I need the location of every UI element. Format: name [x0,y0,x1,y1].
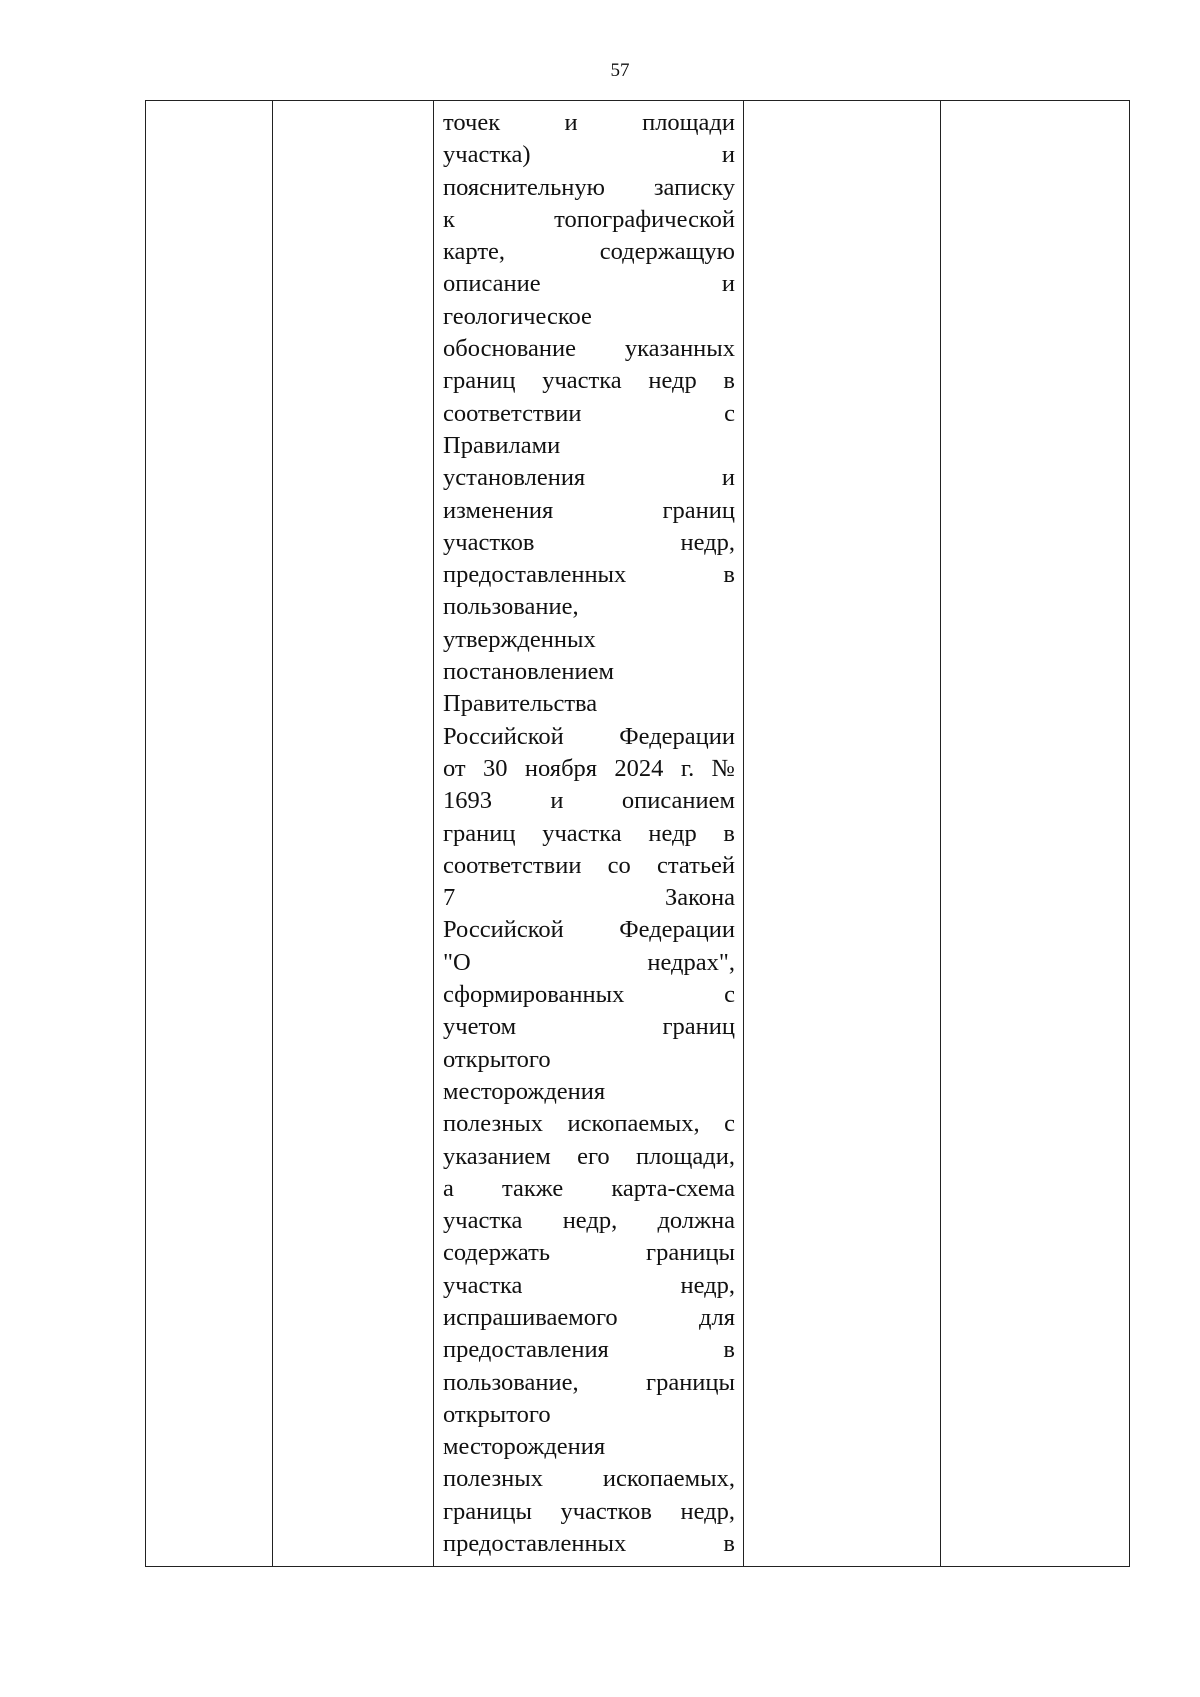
text-line: указанием его площади, [443,1142,735,1170]
text-line: пользование, [443,593,579,621]
text-line: соответствии с [443,399,735,427]
document-table [145,100,1130,1567]
column-divider-4 [940,101,941,1566]
text-line: соответствии со статьей [443,851,735,879]
text-line: участка) и [443,141,735,169]
text-line: месторождения [443,1077,606,1105]
text-line: пояснительную записку [443,173,735,201]
text-line: участков недр, [443,528,735,556]
text-line: участка недр, должна [443,1207,735,1235]
text-line: сформированных с [443,981,735,1009]
text-line: изменения границ [443,496,735,524]
page-number: 57 [610,60,630,81]
text-line: утвержденных [443,625,596,653]
text-line: Российской Федерации [443,916,735,944]
text-line: границ участка недр в [443,367,735,395]
text-line: полезных ископаемых, [443,1465,735,1493]
text-line: предоставленных в [443,561,735,589]
text-line: карте, содержащую [443,238,735,266]
text-line: границы участков недр, [443,1497,735,1525]
text-line: месторождения [443,1433,606,1461]
text-line: геологическое [443,302,592,330]
text-line: точек и площади [443,109,735,136]
column-divider-2 [433,101,434,1566]
column-divider-3 [743,101,744,1566]
text-line: Российской Федерации [443,722,735,750]
text-line: от 30 ноября 2024 г. № [443,754,735,782]
text-line: содержать границы [443,1239,735,1267]
text-line: предоставления в [443,1336,735,1364]
text-line: испрашиваемого для [443,1303,735,1331]
text-line: открытого [443,1400,551,1428]
text-line: Правилами [443,431,561,459]
text-line: пользование, границы [443,1368,735,1396]
text-line: обоснование указанных [443,335,735,363]
text-line: 1693 и описанием [443,787,735,815]
text-line: учетом границ [443,1013,735,1041]
text-line: "О недрах", [443,948,735,976]
text-line: постановлением [443,658,615,686]
text-line: а также карта-схема [443,1174,735,1202]
text-line: предоставленных в [443,1530,735,1558]
text-line: полезных ископаемых, с [443,1110,735,1138]
text-line: Правительства [443,690,598,718]
text-line: границ участка недр в [443,819,735,847]
column-divider-1 [272,101,273,1566]
text-line: открытого [443,1045,551,1073]
text-line: установления и [443,464,735,492]
text-line: 7 Закона [443,884,735,912]
text-line: участка недр, [443,1271,735,1299]
text-line: описание и [443,270,735,298]
table-cell-col-3-text [443,107,735,1560]
text-line: к топографической [443,205,735,233]
